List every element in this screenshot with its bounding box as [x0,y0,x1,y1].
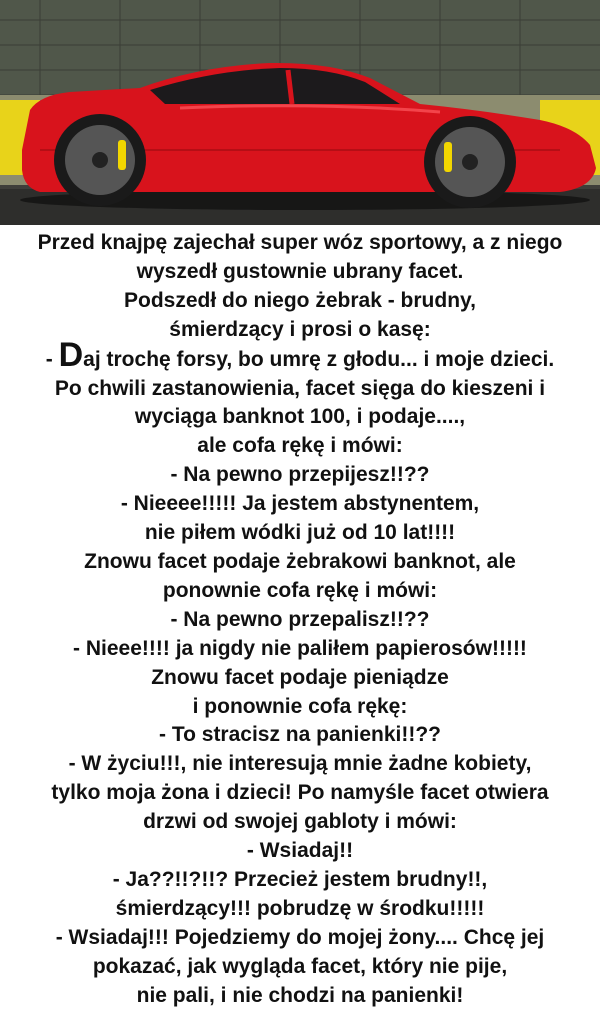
story-line: - Nieee!!!! ja nigdy nie paliłem papierosów!!!!! [73,636,527,660]
story-line: nie pali, i nie chodzi na panienki! [136,983,464,1007]
story-line: Znowu facet podaje pieniądze [151,665,449,689]
car-photo [0,0,600,225]
story-line: i ponownie cofa rękę: [192,694,408,718]
story-line: - Ja??!!?!!? Przecież jestem brudny!!, [112,867,488,891]
story-line: Przed knajpę zajechał super wóz sportowy, a z niego [37,231,563,254]
story-line: - Nieeee!!!!! Ja jestem abstynentem, [120,492,480,516]
story-line: - W życiu!!!, nie interesują mnie żadne kobiety, [68,752,532,776]
story-line: drzwi od swojej gabloty i mówi: [143,810,457,834]
sports-car-illustration [0,0,600,225]
story-line: Znowu facet podaje żebrakowi banknot, ale [84,549,516,573]
story-line: - Wsiadaj!!! Pojedziemy do mojej żony.... Chcę jej [55,925,545,949]
story-line: ale cofa rękę i mówi: [197,434,403,458]
story-line: Podszedł do niego żebrak - brudny, [124,288,476,312]
story-line: aj trochę forsy, bo umrę z głodu... i moje dzieci. [83,347,555,371]
story-line: śmierdzący i prosi o kasę: [169,317,431,341]
dash-prefix: - [45,347,59,371]
story-line: ponownie cofa rękę i mówi: [162,578,438,602]
story-line: wyciąga banknot 100, i podaje...., [134,405,466,429]
story-line: - Na pewno przepijesz!!?? [170,463,430,487]
story-line: pokazać, jak wygląda facet, który nie pije, [92,954,508,978]
story-line: nie piłem wódki już od 10 lat!!!! [144,521,456,545]
story-line: tylko moja żona i dzieci! Po namyśle facet otwiera [51,781,549,805]
story-line: - Wsiadaj!! [246,839,354,863]
story-line: - To stracisz na panienki!!?? [159,723,441,747]
story-line-dropcap [0,335,600,375]
story-line: - Na pewno przepalisz!!?? [170,607,430,631]
story-line: wyszedł gustownie ubrany facet. [136,259,464,283]
dropcap-letter: D [58,335,84,374]
story-line: Po chwili zastanowienia, facet sięga do kieszeni i [54,376,546,400]
story-text [0,225,600,1010]
story-line: śmierdzący!!! pobrudzę w środku!!!!! [115,896,485,920]
